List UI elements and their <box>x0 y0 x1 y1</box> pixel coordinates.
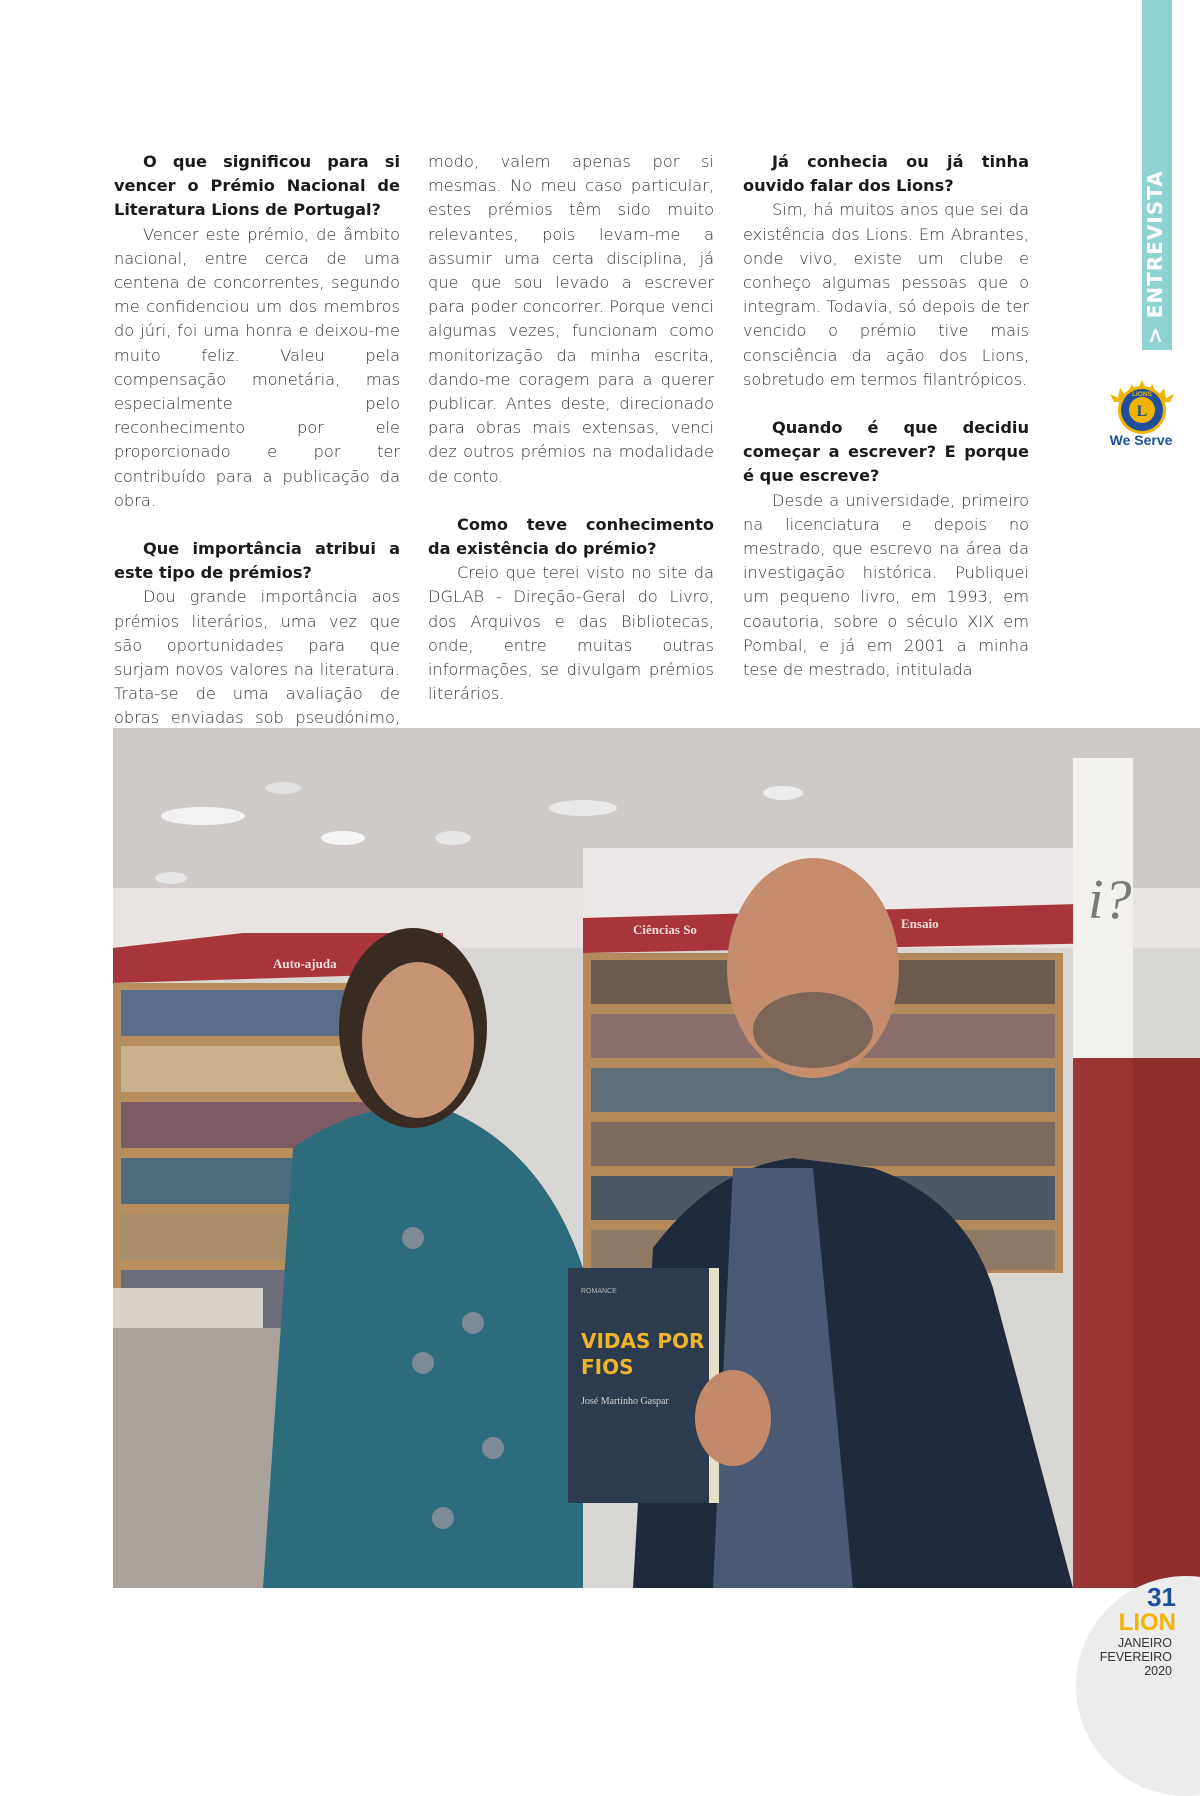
svg-text:L: L <box>1136 403 1148 420</box>
issue-year: 2020 <box>1144 1664 1172 1678</box>
paragraph-gap <box>428 489 714 513</box>
svg-text:Ciências So: Ciências So <box>633 922 697 937</box>
paragraph-gap <box>743 392 1029 416</box>
we-serve-tagline: We Serve <box>1109 432 1173 448</box>
page-number: 31 <box>1147 1582 1176 1612</box>
svg-text:VIDAS POR: VIDAS POR <box>581 1329 705 1353</box>
interview-answer: Sim, há muitos anos que sei da existência dos Lions. Em Abrantes, onde vivo, existe um clube e conheço algumas pessoas que o integram. Todavia, só depois de ter vencido o prémio tive mais consciência da ação dos Lions, sobretudo em termos filantrópicos. <box>743 200 1029 389</box>
interview-answer: Vencer este prémio, de âmbito nacional, entre cerca de uma centena de concorrentes, segundo me confidenciou um dos membros do júri, foi uma honra e deixou-me muito feliz. Valeu pela compensação monetária, mas especialmente pelo reconhecimento por ele proporcionado e por ter contribuído para a publicação da obra. <box>114 224 400 510</box>
magazine-name: LION <box>1118 1609 1176 1636</box>
bookstore-photo <box>113 728 1200 1588</box>
interview-answer: modo, valem apenas por si mesmas. No meu caso particular, estes prémios têm sido muito relevantes, pois levam-me a assumir uma certa disciplina, já que que sou levado a escrever para poder concorrer. Porque venci algumas vezes, funcionam como monitorização da minha escrita, dando-me coragem para a querer publicar. Antes deste, direcionado para obras mais extensas, venci dez outros prémios na modalidade de conto. <box>428 152 714 486</box>
book-vidas-por-fios <box>568 1268 719 1503</box>
article-column-2 <box>428 150 714 706</box>
svg-text:Ensaio: Ensaio <box>901 916 939 931</box>
article-column-1 <box>114 150 400 755</box>
interview-answer: Desde a universidade, primeiro na licenciatura e depois no mestrado, que escrevo na área da investigação histórica. Publiquei um pequeno livro, em 1993, em coautoria, sobre o século XIX em Pombal, e já em 2001 a minha tese de mestrado, intitulada <box>743 490 1029 680</box>
section-tab-label: > ENTREVISTA <box>1143 170 1167 344</box>
issue-month-1: JANEIRO <box>1117 1636 1172 1650</box>
interview-question: O que significou para si vencer o Prémio Nacional de Literatura Lions de Portugal? <box>114 152 400 220</box>
interview-question: Já conhecia ou já tinha ouvido falar dos Lions? <box>743 152 1029 196</box>
paragraph-gap <box>114 513 400 537</box>
issue-date <box>1080 1636 1172 1678</box>
svg-text:José Martinho Gaspar: José Martinho Gaspar <box>581 1396 669 1407</box>
interview-answer: Creio que terei visto no site da DGLAB - Direção-Geral do Livro, dos Arquivos e das Bibliotecas, onde, entre muitas outras informações, se divulgam prémios literários. <box>428 563 714 704</box>
interview-question: Como teve conhecimento da existência do prémio? <box>428 514 714 559</box>
interview-question: Que importância atribui a este tipo de prémios? <box>114 539 400 583</box>
interview-answer: Dou grande importância aos prémios literários, uma vez que são oportunidades para que surjam novos valores na literatura. Trata-se de uma avaliação de obras enviadas sob pseudónimo, <box>114 587 400 728</box>
svg-text:FIOS: FIOS <box>581 1355 634 1379</box>
section-tab <box>1142 0 1172 350</box>
svg-text:LIONS: LIONS <box>1132 391 1152 398</box>
svg-text:Auto-ajuda: Auto-ajuda <box>273 956 337 971</box>
svg-text:ROMANCE: ROMANCE <box>581 1288 617 1295</box>
svg-text:i?: i? <box>1088 869 1132 931</box>
article-column-3 <box>743 150 1029 682</box>
interview-question: Quando é que decidiu começar a escrever? E porque é que escreve? <box>743 418 1029 486</box>
issue-month-2: FEVEREIRO <box>1099 1650 1172 1664</box>
